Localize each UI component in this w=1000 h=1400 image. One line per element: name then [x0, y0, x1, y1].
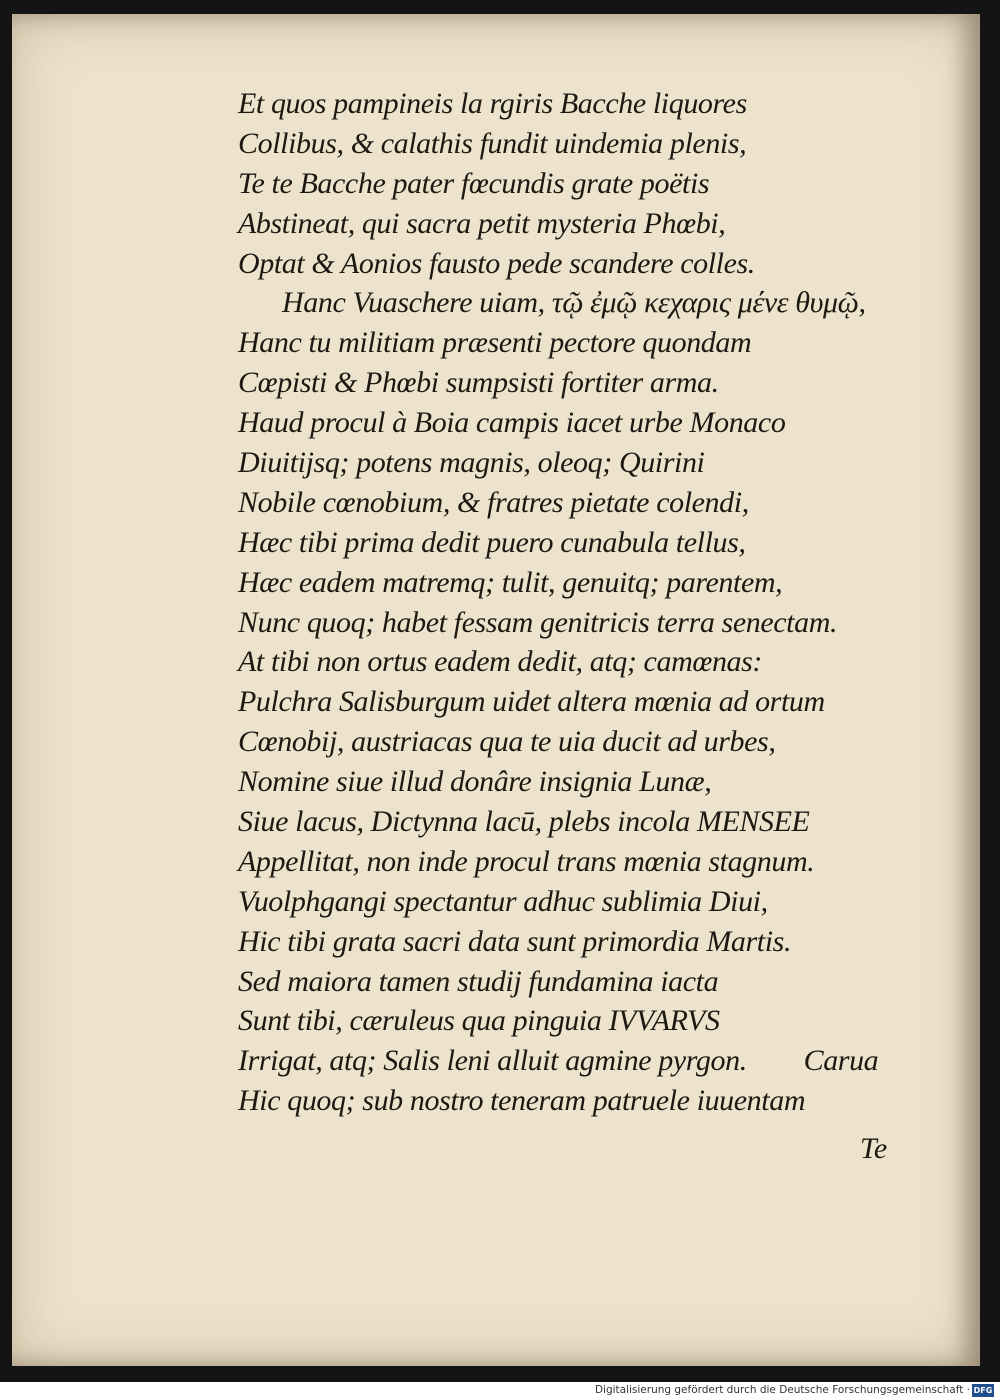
verse-line: Diuitijsq; potens magnis, oleoq; Quirini: [238, 446, 705, 480]
verse-line: Hic quoq; sub nostro teneram patruele iuuentam: [238, 1084, 806, 1118]
verse-line: Hic tibi grata sacri data sunt primordia Martis.: [238, 924, 792, 958]
book-page: [12, 14, 980, 1366]
verse-line: Optat & Aonios fausto pede scandere colles.: [238, 246, 755, 280]
verse-line: Pulchra Salisburgum uidet altera mœnia ad ortum: [238, 685, 825, 719]
verse-line: Nomine siue illud donâre insignia Lunæ,: [238, 765, 712, 799]
verse-line: Siue lacus, Dictynna lacū, plebs incola MENSEE: [238, 805, 810, 839]
verse-line: Te te Bacche pater fœcundis grate poëtis: [238, 166, 710, 200]
verse-line: Hæc eadem matremq; tulit, genuitq; parentem,: [238, 565, 783, 599]
verse-line: Et quos pampineis la rgiris Bacche liquores: [238, 87, 747, 120]
catchword: Te: [860, 1132, 888, 1165]
verse-line: At tibi non ortus eadem dedit, atq; camœnas:: [238, 645, 763, 679]
verse-line: Appellitat, non inde procul trans mœnia stagnum.: [238, 844, 815, 878]
verse-line: Haud procul à Boia campis iacet urbe Monaco: [238, 406, 786, 440]
verse-line: Collibus, & calathis fundit uindemia plenis,: [238, 126, 747, 160]
verse-line: Sed maiora tamen studij fundamina iacta: [238, 964, 719, 998]
verse-line: Sunt tibi, cæruleus qua pinguia IVVARVS: [238, 1004, 720, 1038]
funding-credit: Digitalisierung gefördert durch die Deutsche Forschungsgemeinschaft ·: [594, 1384, 970, 1396]
verse-line: Abstineat, qui sacra petit mysteria Phœbi,: [238, 206, 726, 240]
verse-line: Nunc quoq; habet fessam genitricis terra senectam.: [238, 605, 838, 639]
poem-text: [238, 84, 928, 1121]
verse-line: Irrigat, atq; Salis leni alluit agmine pyrgon. Carua: [238, 1044, 879, 1078]
verse-line: Vuolphgangi spectantur adhuc sublimia Diui,: [238, 884, 768, 918]
verse-line: Hæc tibi prima dedit puero cunabula tellus,: [238, 525, 746, 559]
dfg-logo: DFG: [973, 1386, 993, 1395]
verse-line: Cœnobij, austriacas qua te uia ducit ad urbes,: [238, 725, 776, 759]
verse-line: Hanc Vuaschere uiam, τῷ ἐμῷ κεχαρις μένε θυμῷ,: [282, 286, 866, 320]
verse-line: Hanc tu militiam præsenti pectore quondam: [238, 326, 752, 360]
verse-line: Cœpisti & Phœbi sumpsisti fortiter arma.: [238, 366, 719, 400]
verse-line: Nobile cœnobium, & fratres pietate colendi,: [238, 485, 749, 519]
